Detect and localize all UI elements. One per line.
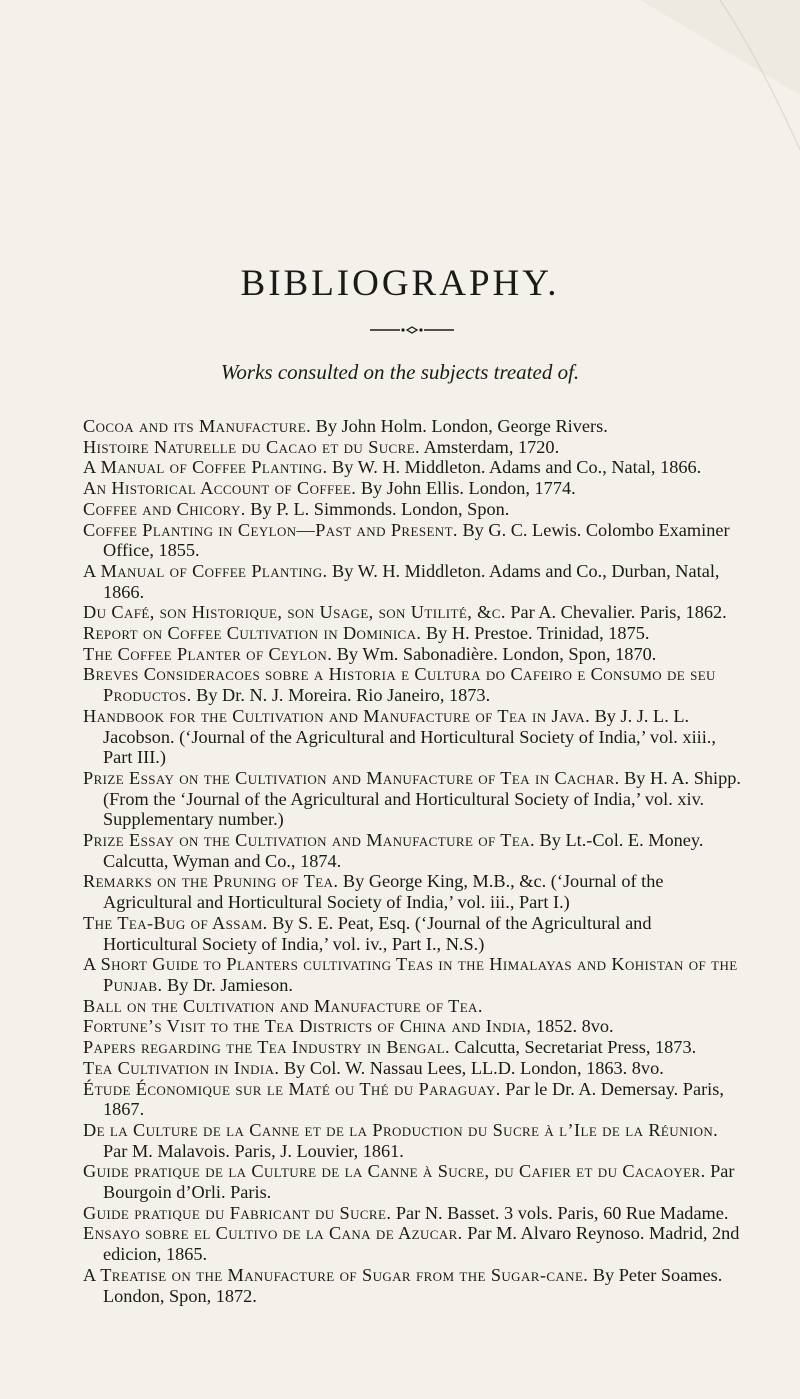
entry-title: A Manual of Coffee Planting. — [83, 560, 328, 581]
bibliography-list — [83, 416, 743, 1306]
entry-title: Guide pratique de la Culture de la Canne à Sucre, du Cafier et du Cacaoyer. — [83, 1161, 706, 1182]
entry-details: By W. H. Middleton. Adams and Co., Natal, 1866. — [327, 457, 702, 478]
entry-title: Breves Consideracoes sobre a Historia e Cultura do Cafeiro e Consumo de seu Productos. — [83, 664, 716, 706]
entry-details: By G. C. Lewis. Colombo Examiner Office, 1855. — [103, 519, 730, 561]
entry-title: Guide pratique du Fabricant du Sucre. — [83, 1202, 392, 1223]
entry-title: A Treatise on the Manufacture of Sugar from the Sugar-cane. — [83, 1264, 589, 1285]
entry-details: By Lt.-Col. E. Money. Calcutta, Wyman and Co., 1874. — [103, 830, 704, 871]
entry-details: By Dr. Jamieson. — [162, 974, 293, 995]
bibliography-entry — [83, 1016, 743, 1037]
bibliography-entry — [83, 437, 743, 458]
entry-details: By Dr. N. J. Moreira. Rio Janeiro, 1873. — [191, 685, 491, 706]
entry-title: A Manual of Coffee Planting. — [83, 457, 328, 478]
entry-title: An Historical Account of Coffee. — [83, 478, 357, 499]
bibliography-entry — [83, 602, 743, 623]
entry-title: Histoire Naturelle du Cacao et du Sucre. — [83, 436, 421, 457]
bibliography-entry — [83, 499, 743, 520]
bibliography-entry — [83, 871, 743, 912]
entry-title: Du Café, son Historique, son Usage, son Utilité, &c. — [83, 602, 506, 623]
entry-details: By Col. W. Nassau Lees, LL.D. London, 1863. 8vo. — [279, 1057, 664, 1078]
entry-title: Ball on the Cultivation and Manufacture of Tea. — [83, 995, 483, 1016]
entry-details: By Wm. Sabonadière. London, Spon, 1870. — [332, 643, 657, 664]
bibliography-entry — [83, 416, 743, 437]
entry-title: De la Culture de la Canne et de la Production du Sucre à l’Ile de la Réunion. — [83, 1119, 719, 1140]
entry-title: Prize Essay on the Cultivation and Manufacture of Tea in Cachar. — [83, 767, 620, 788]
entry-details: Par A. Chevalier. Paris, 1862. — [505, 602, 727, 623]
bibliography-entry — [83, 706, 743, 768]
bibliography-entry — [83, 830, 743, 871]
entry-details: Par N. Basset. 3 vols. Paris, 60 Rue Madame. — [391, 1202, 729, 1223]
bibliography-entry — [83, 1079, 743, 1120]
entry-title: Remarks on the Pruning of Tea. — [83, 871, 339, 892]
page-subtitle: Works consulted on the subjects treated of. — [220, 360, 580, 384]
bibliography-entry — [83, 1161, 743, 1202]
entry-details: Par le Dr. A. Demersay. Paris, 1867. — [103, 1078, 724, 1120]
entry-details: By John Holm. London, George Rivers. — [311, 416, 608, 436]
bibliography-entry — [83, 1058, 743, 1079]
bibliography-entry — [83, 478, 743, 499]
entry-title: Handbook for the Cultivation and Manufacture of Tea in Java. — [83, 705, 591, 726]
bibliography-entry — [83, 664, 743, 705]
entry-title: Prize Essay on the Cultivation and Manufacture of Tea. — [83, 830, 535, 851]
entry-title: Coffee Planting in Ceylon—Past and Present. — [83, 519, 458, 540]
bibliography-entry — [83, 768, 743, 830]
bibliography-entry — [83, 644, 743, 665]
entry-details: By S. E. Peat, Esq. (‘Journal of the Agricultural and Horticultural Society of India,’ vol. iv., Part I., N.S.) — [103, 912, 652, 954]
entry-details: Par M. Alvaro Reynoso. Madrid, 2nd edicion, 1865. — [103, 1223, 740, 1265]
entry-details: By H. Prestoe. Trinidad, 1875. — [421, 623, 650, 644]
page-title: BIBLIOGRAPHY. — [240, 263, 560, 304]
entry-details: By H. A. Shipp. (From the ‘Journal of the Agricultural and Horticultural Society of India,’ vol. xiv. Supplementary number.) — [103, 767, 741, 830]
entry-details: Amsterdam, 1720. — [420, 436, 560, 457]
entry-title: Papers regarding the Tea Industry in Bengal. — [83, 1037, 450, 1058]
bibliography-entry — [83, 1120, 743, 1161]
entry-details: Calcutta, Secretariat Press, 1873. — [449, 1037, 697, 1058]
bibliography-entry — [83, 520, 743, 561]
entry-details: By W. H. Middleton. Adams and Co., Durban, Natal, 1866. — [103, 560, 720, 602]
entry-title: The Coffee Planter of Ceylon. — [83, 643, 333, 664]
entry-title: The Tea-Bug of Assam. — [83, 912, 268, 933]
entry-details: By P. L. Simmonds. London, Spon. — [245, 498, 510, 519]
entry-details: By Peter Soames. London, Spon, 1872. — [103, 1264, 723, 1306]
bibliography-entry — [83, 954, 743, 995]
entry-details: By George King, M.B., &c. (‘Journal of the Agricultural and Horticultural Society of India,’ vol. iii., Part I.) — [103, 871, 664, 913]
bibliography-entry — [83, 1037, 743, 1058]
bibliography-entry — [83, 561, 743, 602]
entry-details: By J. J. L. L. Jacobson. (‘Journal of the Agricultural and Horticultural Society of India,’ vol. xiii., Part III.) — [103, 705, 716, 768]
bibliography-entry — [83, 913, 743, 954]
entry-title: Fortune’s Visit to the Tea Districts of China and India, — [83, 1016, 532, 1037]
entry-details: 1852. 8vo. — [531, 1016, 614, 1037]
bibliography-entry — [83, 996, 743, 1017]
bibliography-entry — [83, 1223, 743, 1264]
divider-ornament — [370, 326, 454, 334]
entry-title: Tea Cultivation in India. — [83, 1057, 280, 1078]
entry-title: Coffee and Chicory. — [83, 498, 246, 519]
entry-title: Report on Coffee Cultivation in Dominica. — [83, 623, 422, 644]
entry-title: Ensayo sobre el Cultivo de la Cana de Azucar. — [83, 1223, 463, 1244]
entry-details: By John Ellis. London, 1774. — [356, 478, 576, 499]
entry-title: Étude Économique sur le Maté ou Thé du Paraguay. — [83, 1078, 501, 1099]
entry-details: Par Bourgoin d’Orli. Paris. — [103, 1161, 735, 1203]
bibliography-entry — [83, 1265, 743, 1306]
bibliography-entry — [83, 1203, 743, 1224]
entry-details: Par M. Malavois. Paris, J. Louvier, 1861. — [103, 1140, 404, 1161]
entry-title: A Short Guide to Planters cultivating Teas in the Himalayas and Kohistan of the Punjab. — [83, 954, 738, 995]
bibliography-entry — [83, 457, 743, 478]
entry-title: Cocoa and its Manufacture. — [83, 416, 312, 436]
bibliography-entry — [83, 623, 743, 644]
